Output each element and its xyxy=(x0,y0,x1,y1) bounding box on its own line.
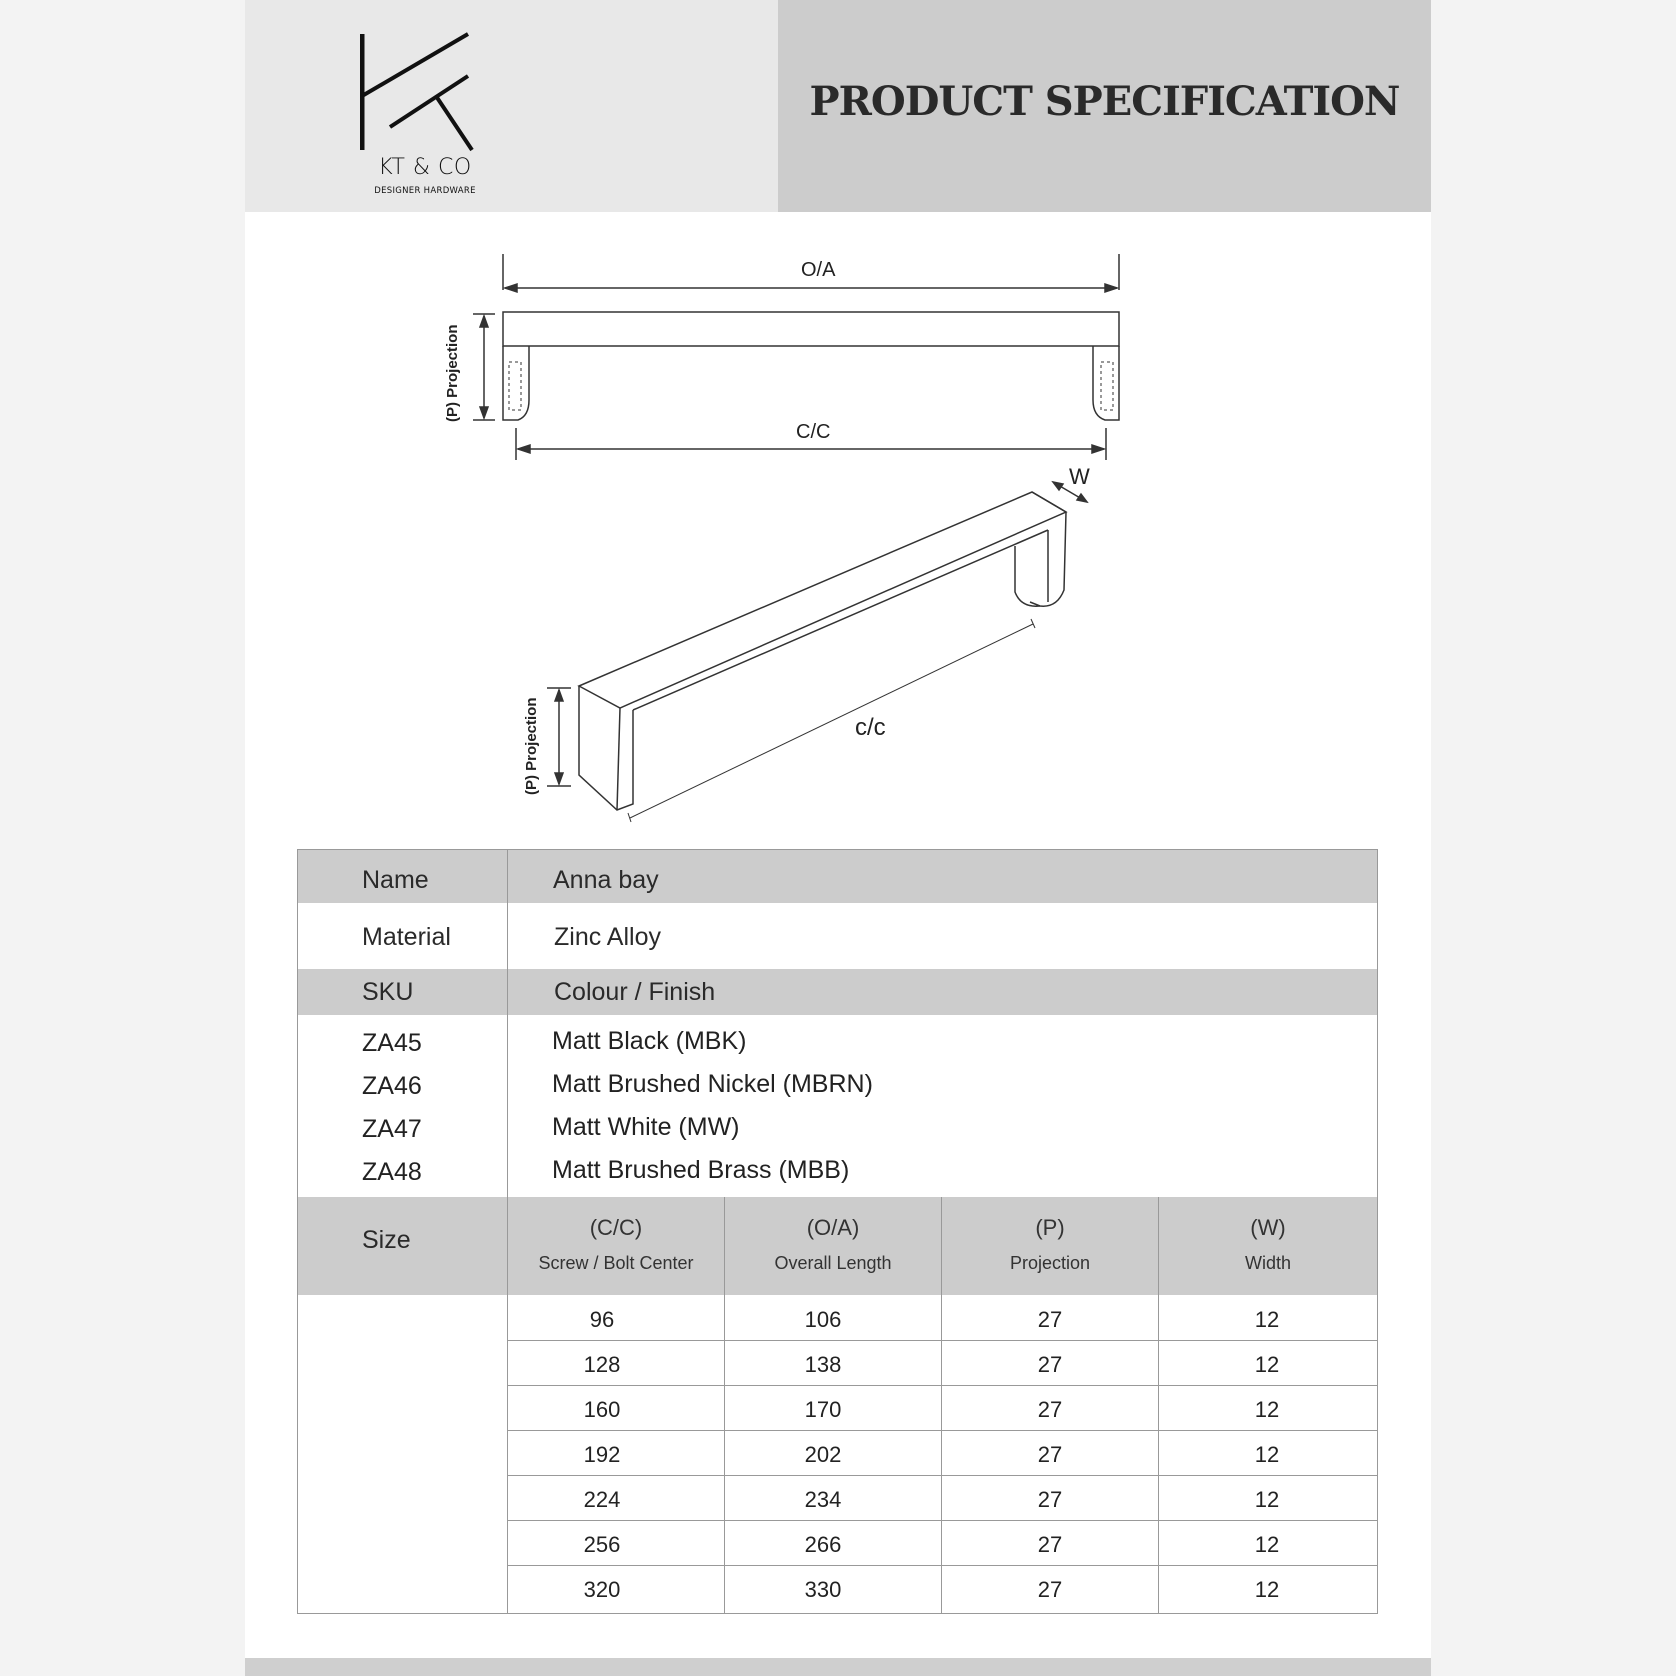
table-cell: 27 xyxy=(1037,1487,1063,1512)
size-label: Size xyxy=(362,1226,411,1254)
name-value: Anna bay xyxy=(553,866,659,894)
table-cell: 12 xyxy=(1254,1442,1280,1467)
table-cell: 256 xyxy=(583,1532,621,1557)
table-cell: 27 xyxy=(1037,1307,1063,1332)
page-title: PRODUCT SPECIFICATION xyxy=(809,78,1400,125)
handle-front-view xyxy=(503,312,1119,346)
sku-header-row xyxy=(298,969,1377,1015)
sku-list xyxy=(298,1015,1377,1197)
table-cell: 12 xyxy=(1254,1532,1280,1557)
table-cell: 12 xyxy=(1254,1487,1280,1512)
table-cell: 27 xyxy=(1037,1577,1063,1602)
sku-finish: Matt Brushed Nickel (MBRN) xyxy=(552,1070,873,1098)
sku-code: ZA47 xyxy=(362,1115,422,1143)
title-header xyxy=(778,0,1431,212)
row-divider xyxy=(508,1430,1377,1431)
table-cell: 27 xyxy=(1037,1532,1063,1557)
sku-finish: Matt Brushed Brass (MBB) xyxy=(552,1156,850,1184)
sku-code: ZA48 xyxy=(362,1158,422,1186)
table-cell: 27 xyxy=(1037,1352,1063,1377)
row-divider xyxy=(508,1385,1377,1386)
table-cell: 27 xyxy=(1037,1442,1063,1467)
sku-code: ZA46 xyxy=(362,1072,422,1100)
row-divider xyxy=(508,1520,1377,1521)
row-divider xyxy=(508,1340,1377,1341)
table-cell: 330 xyxy=(804,1577,842,1602)
material-label: Material xyxy=(362,923,451,951)
table-cell: 138 xyxy=(804,1352,842,1377)
sku-finish: Matt White (MW) xyxy=(552,1113,740,1141)
brand-tagline: DESIGNER HARDWARE xyxy=(374,186,476,196)
row-divider xyxy=(508,1565,1377,1566)
table-cell: 234 xyxy=(804,1487,842,1512)
table-cell: 12 xyxy=(1254,1307,1280,1332)
table-cell: 128 xyxy=(583,1352,621,1377)
table-cell: 27 xyxy=(1037,1397,1063,1422)
sku-finish: Matt Black (MBK) xyxy=(552,1027,747,1055)
oa-label: O/A xyxy=(801,259,836,281)
handle-perspective-view xyxy=(579,492,1066,708)
table-cell: 192 xyxy=(583,1442,621,1467)
name-label: Name xyxy=(362,866,429,894)
table-cell: 170 xyxy=(804,1397,842,1422)
finish-label: Colour / Finish xyxy=(554,978,716,1006)
table-cell: 96 xyxy=(589,1307,615,1332)
kt-logo-icon xyxy=(360,30,490,155)
brand-name: KT & CO xyxy=(378,155,472,180)
table-cell: 12 xyxy=(1254,1577,1280,1602)
projection-label-lower: (P) Projection xyxy=(523,697,540,795)
cc-column-header: (C/C) Screw / Bolt Center xyxy=(538,1215,694,1273)
table-cell: 224 xyxy=(583,1487,621,1512)
material-row xyxy=(298,903,1377,969)
table-cell: 320 xyxy=(583,1577,621,1602)
p-column-header: (P) Projection xyxy=(1009,1215,1091,1273)
brand-header xyxy=(245,0,778,212)
sku-code: ZA45 xyxy=(362,1029,422,1057)
name-row xyxy=(298,850,1377,903)
table-cell: 12 xyxy=(1254,1397,1280,1422)
table-cell: 266 xyxy=(804,1532,842,1557)
footer-bar xyxy=(245,1658,1431,1676)
w-column-header: (W) Width xyxy=(1244,1215,1291,1273)
spec-table xyxy=(297,849,1378,1614)
row-divider xyxy=(508,1475,1377,1476)
table-cell: 106 xyxy=(804,1307,842,1332)
w-label: W xyxy=(1069,464,1090,489)
oa-column-header: (O/A) Overall Length xyxy=(774,1215,892,1273)
size-header-row xyxy=(298,1197,1377,1295)
table-cell: 202 xyxy=(804,1442,842,1467)
projection-label-upper: (P) Projection xyxy=(444,324,461,422)
cc-label-lower: c/c xyxy=(855,714,886,741)
table-cell: 160 xyxy=(583,1397,621,1422)
sku-label: SKU xyxy=(362,978,414,1006)
handle-drawing xyxy=(245,230,1431,830)
cc-label-upper: C/C xyxy=(796,421,831,443)
table-cell: 12 xyxy=(1254,1352,1280,1377)
material-value: Zinc Alloy xyxy=(554,923,661,951)
